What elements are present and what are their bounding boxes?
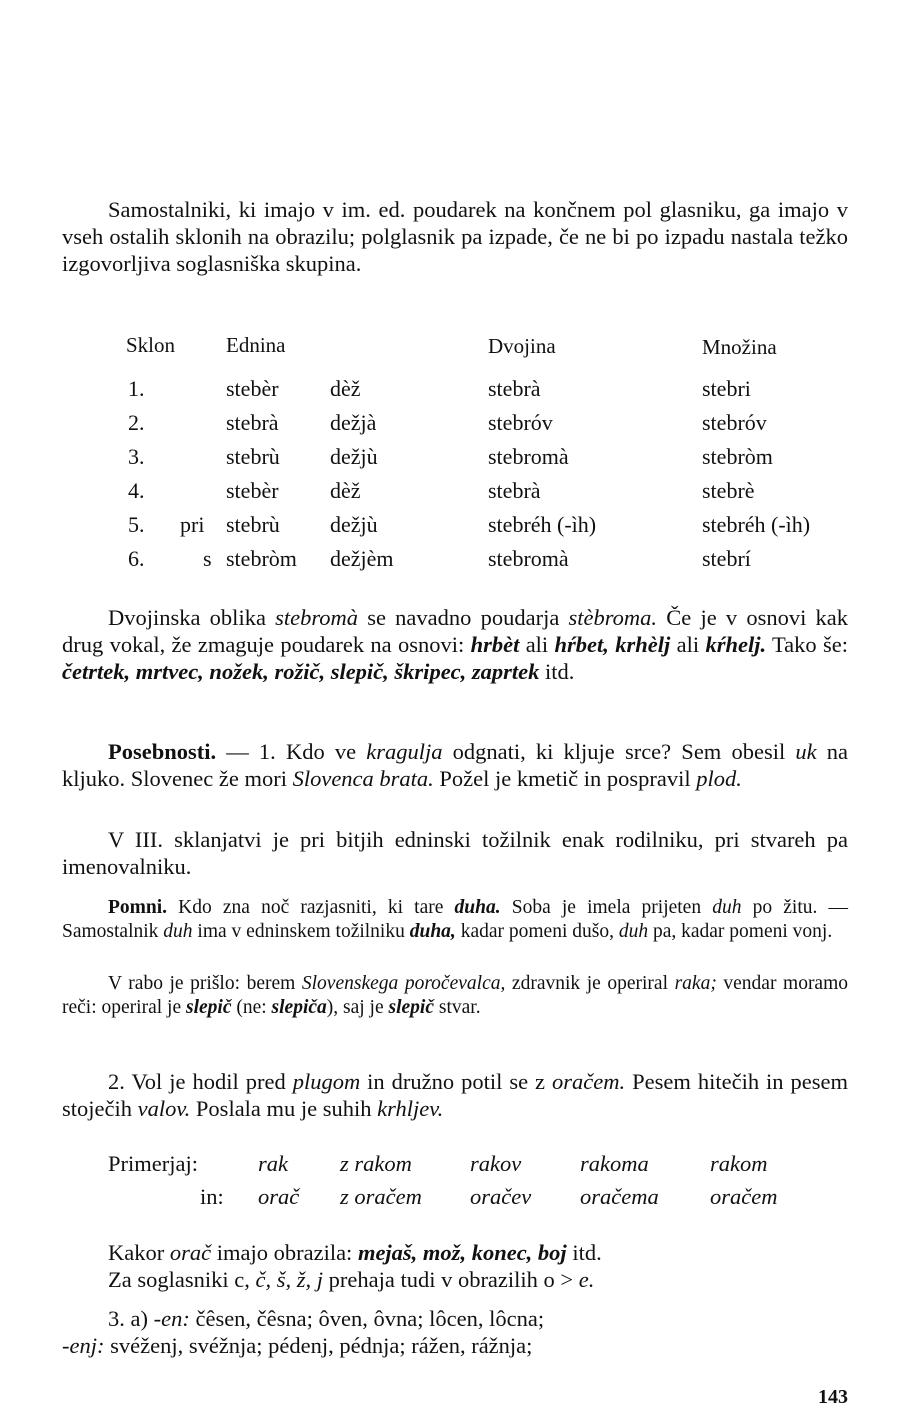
text: Poslala mu je suhih — [190, 1096, 378, 1121]
dual-form: stebromà — [488, 546, 569, 571]
text: kadar pomeni dušo, — [455, 921, 619, 942]
example-word: plugom — [292, 1069, 361, 1094]
text: zdravnik je operiral — [505, 973, 675, 994]
example-word: duha, — [409, 921, 456, 942]
header-ednina: Ednina — [226, 333, 286, 357]
example-word: četrtek, mrtvec, nožek, rožič, slepič, škripec, zaprtek — [62, 659, 540, 684]
plural-form: stebròm — [702, 444, 773, 469]
case-number: 5. — [128, 512, 145, 537]
example-word: stebromà — [275, 605, 359, 630]
header-mnozina: Množina — [702, 335, 777, 359]
example-word: kragulja — [366, 739, 443, 764]
example-word: rakom — [710, 1151, 768, 1176]
example-word: duha. — [454, 897, 501, 918]
dual-form: stebrà — [488, 478, 541, 503]
intro-line: Samostalniki, ki imajo v im. ed. poudarek na končnem pol — [108, 197, 652, 222]
text: pa, kadar pomeni vonj. — [648, 921, 833, 942]
dual-form: stebromà — [488, 444, 569, 469]
example-word: duh — [618, 921, 649, 942]
example-word: plod. — [696, 766, 742, 791]
singular-form-2: dežjà — [330, 410, 377, 435]
text: in družno potil se z — [360, 1069, 553, 1094]
text: Tako še: — [766, 632, 848, 657]
header-sklon: Sklon — [126, 333, 176, 357]
suffix: -enj: — [62, 1333, 105, 1358]
text: Pesem hitečih in pesem stoječih — [62, 1069, 849, 1121]
text: ali — [670, 632, 706, 657]
text: imajo obrazila: — [211, 1240, 358, 1265]
intro-line: skupina. — [285, 251, 362, 276]
vol-paragraph — [62, 1068, 848, 1122]
example-word: hrbèt — [470, 632, 520, 657]
suffix-enj-line — [62, 1333, 532, 1359]
dual-form: stebróv — [488, 410, 553, 435]
text: po žitu. — Samostalnik — [62, 897, 849, 942]
section-label: Pomni. — [108, 897, 168, 918]
suffix-en-line — [108, 1306, 544, 1332]
text: — 1. Kdo ve — [216, 739, 367, 764]
in-label: in: — [200, 1184, 224, 1209]
text: ali — [519, 632, 555, 657]
dual-form: stebréh (-ìh) — [488, 512, 597, 537]
preposition: s — [203, 546, 212, 571]
example-word: slepiča — [271, 997, 327, 1018]
text: itd. — [566, 1240, 602, 1265]
singular-form: stebèr — [226, 376, 279, 401]
case-number: 4. — [128, 478, 145, 503]
soglasniki-line — [108, 1267, 594, 1293]
example-word: stèbroma. — [568, 605, 658, 630]
plural-form: stebrí — [702, 546, 751, 571]
singular-form: stebròm — [226, 546, 297, 571]
example-word: mejaš, mož, konec, boj — [357, 1240, 567, 1265]
example-word: orač — [258, 1184, 300, 1209]
example-word: slepič — [185, 997, 232, 1018]
example-word: oračema — [580, 1184, 659, 1209]
primerjaj-label: Primerjaj: — [108, 1151, 198, 1176]
example-word: rakov — [470, 1151, 522, 1176]
text: V rabo je prišlo: berem — [108, 973, 302, 994]
example-word: duh — [163, 921, 193, 942]
section-label: Posebnosti. — [108, 739, 217, 764]
text: ), saj je — [326, 997, 389, 1018]
singular-form: stebrù — [226, 444, 280, 469]
text: se navadno poudarja — [358, 605, 569, 630]
example-word: kŕhelj. — [705, 632, 767, 657]
intro-line: pa izpade, če ne bi po izpadu nastala težko izgovorljiva soglasniška — [62, 224, 849, 276]
example-word: rak — [258, 1151, 288, 1176]
singular-form: stebrà — [226, 410, 279, 435]
text: 2. Vol je hodil pred — [108, 1069, 293, 1094]
example-word: oračev — [470, 1184, 532, 1209]
plural-form: stebrè — [702, 478, 755, 503]
singular-form: stebèr — [226, 478, 279, 503]
raba-paragraph — [62, 972, 848, 1020]
example-word: z rakom — [340, 1151, 412, 1176]
example-word: z oračem — [340, 1184, 422, 1209]
text: Kdo zna noč razjasniti, ki tare — [167, 897, 455, 918]
preposition: pri — [180, 512, 205, 537]
header-dvojina: Dvojina — [488, 334, 556, 358]
plural-form: stebróv — [702, 410, 767, 435]
example-word: orač — [169, 1240, 212, 1265]
plural-form: stebréh (-ìh) — [702, 512, 811, 537]
pomni-paragraph — [62, 896, 848, 944]
intro-line: glasniku, ga imajo v vseh ostalih sklonih na obrazilu; polglasnik — [62, 197, 848, 249]
example-word: slepič — [388, 997, 434, 1018]
example-word: oračem. — [552, 1069, 626, 1094]
text: Kakor — [108, 1240, 170, 1265]
case-number: 1. — [128, 376, 145, 401]
text: prehaja tudi v obrazilih o > — [322, 1267, 579, 1292]
text: čêsen, čêsna; ôven, ôvna; lôcen, lôcna; — [189, 1306, 545, 1331]
example-word: raka; — [674, 973, 717, 994]
text: Če je v osnovi kak drug vokal, že zmaguje poudarek na osnovi: — [62, 605, 849, 657]
page-number: 143 — [818, 1386, 848, 1408]
case-number: 6. — [128, 546, 145, 571]
intro-paragraph — [62, 196, 848, 277]
text: 3. a) — [108, 1306, 154, 1331]
text: Za soglasniki c, — [108, 1267, 256, 1292]
example-word: oračem — [710, 1184, 778, 1209]
example-word: valov. — [137, 1096, 191, 1121]
dual-form: stebrà — [488, 376, 541, 401]
sklanjatev-paragraph: V III. sklanjatvi je pri bitjih edninski tožilnik enak rodilniku, pri stvareh pa imenovalniku. — [62, 827, 848, 879]
singular-form-2: dèž — [330, 478, 361, 503]
singular-form: stebrù — [226, 512, 280, 537]
example-word: duh — [712, 897, 742, 918]
kakor-line — [108, 1240, 602, 1266]
example-word: krhljev. — [377, 1096, 444, 1121]
example-word: č, š, ž, j — [255, 1267, 323, 1292]
text: Dvojinska oblika — [108, 605, 276, 630]
case-number: 3. — [128, 444, 145, 469]
example-word: hŕbet, krhèlj — [554, 632, 671, 657]
case-number: 2. — [128, 410, 145, 435]
singular-form-2: dežjù — [330, 512, 378, 537]
text: stvar. — [434, 997, 481, 1018]
posebnosti-paragraph — [62, 738, 848, 792]
suffix: -en: — [153, 1306, 190, 1331]
text: ima v edninskem tožilniku — [192, 921, 410, 942]
singular-form-2: dežjèm — [330, 546, 394, 571]
dual-accent-paragraph — [62, 604, 848, 685]
text: itd. — [539, 659, 575, 684]
text: Požel je kmetič in pospravil — [433, 766, 697, 791]
example-word: e. — [578, 1267, 595, 1292]
plural-form: stebri — [702, 376, 751, 401]
example-word: uk — [795, 739, 817, 764]
text: Soba je imela prijeten — [500, 897, 713, 918]
text: na kljuko. Slovenec že mori — [62, 739, 848, 791]
text: (ne: — [231, 997, 272, 1018]
singular-form-2: dèž — [330, 376, 361, 401]
text: svéženj, svéžnja; pédenj, pédnja; rážen, rážnja; — [104, 1333, 533, 1358]
text: vendar moramo reči: operiral je — [62, 973, 849, 1018]
example-word: Slovenskega poročevalca, — [301, 973, 506, 994]
singular-form-2: dežjù — [330, 444, 378, 469]
example-word: Slovenca brata. — [292, 766, 434, 791]
text: odgnati, ki kljuje srce? Sem obesil — [442, 739, 796, 764]
example-word: rakoma — [580, 1151, 649, 1176]
